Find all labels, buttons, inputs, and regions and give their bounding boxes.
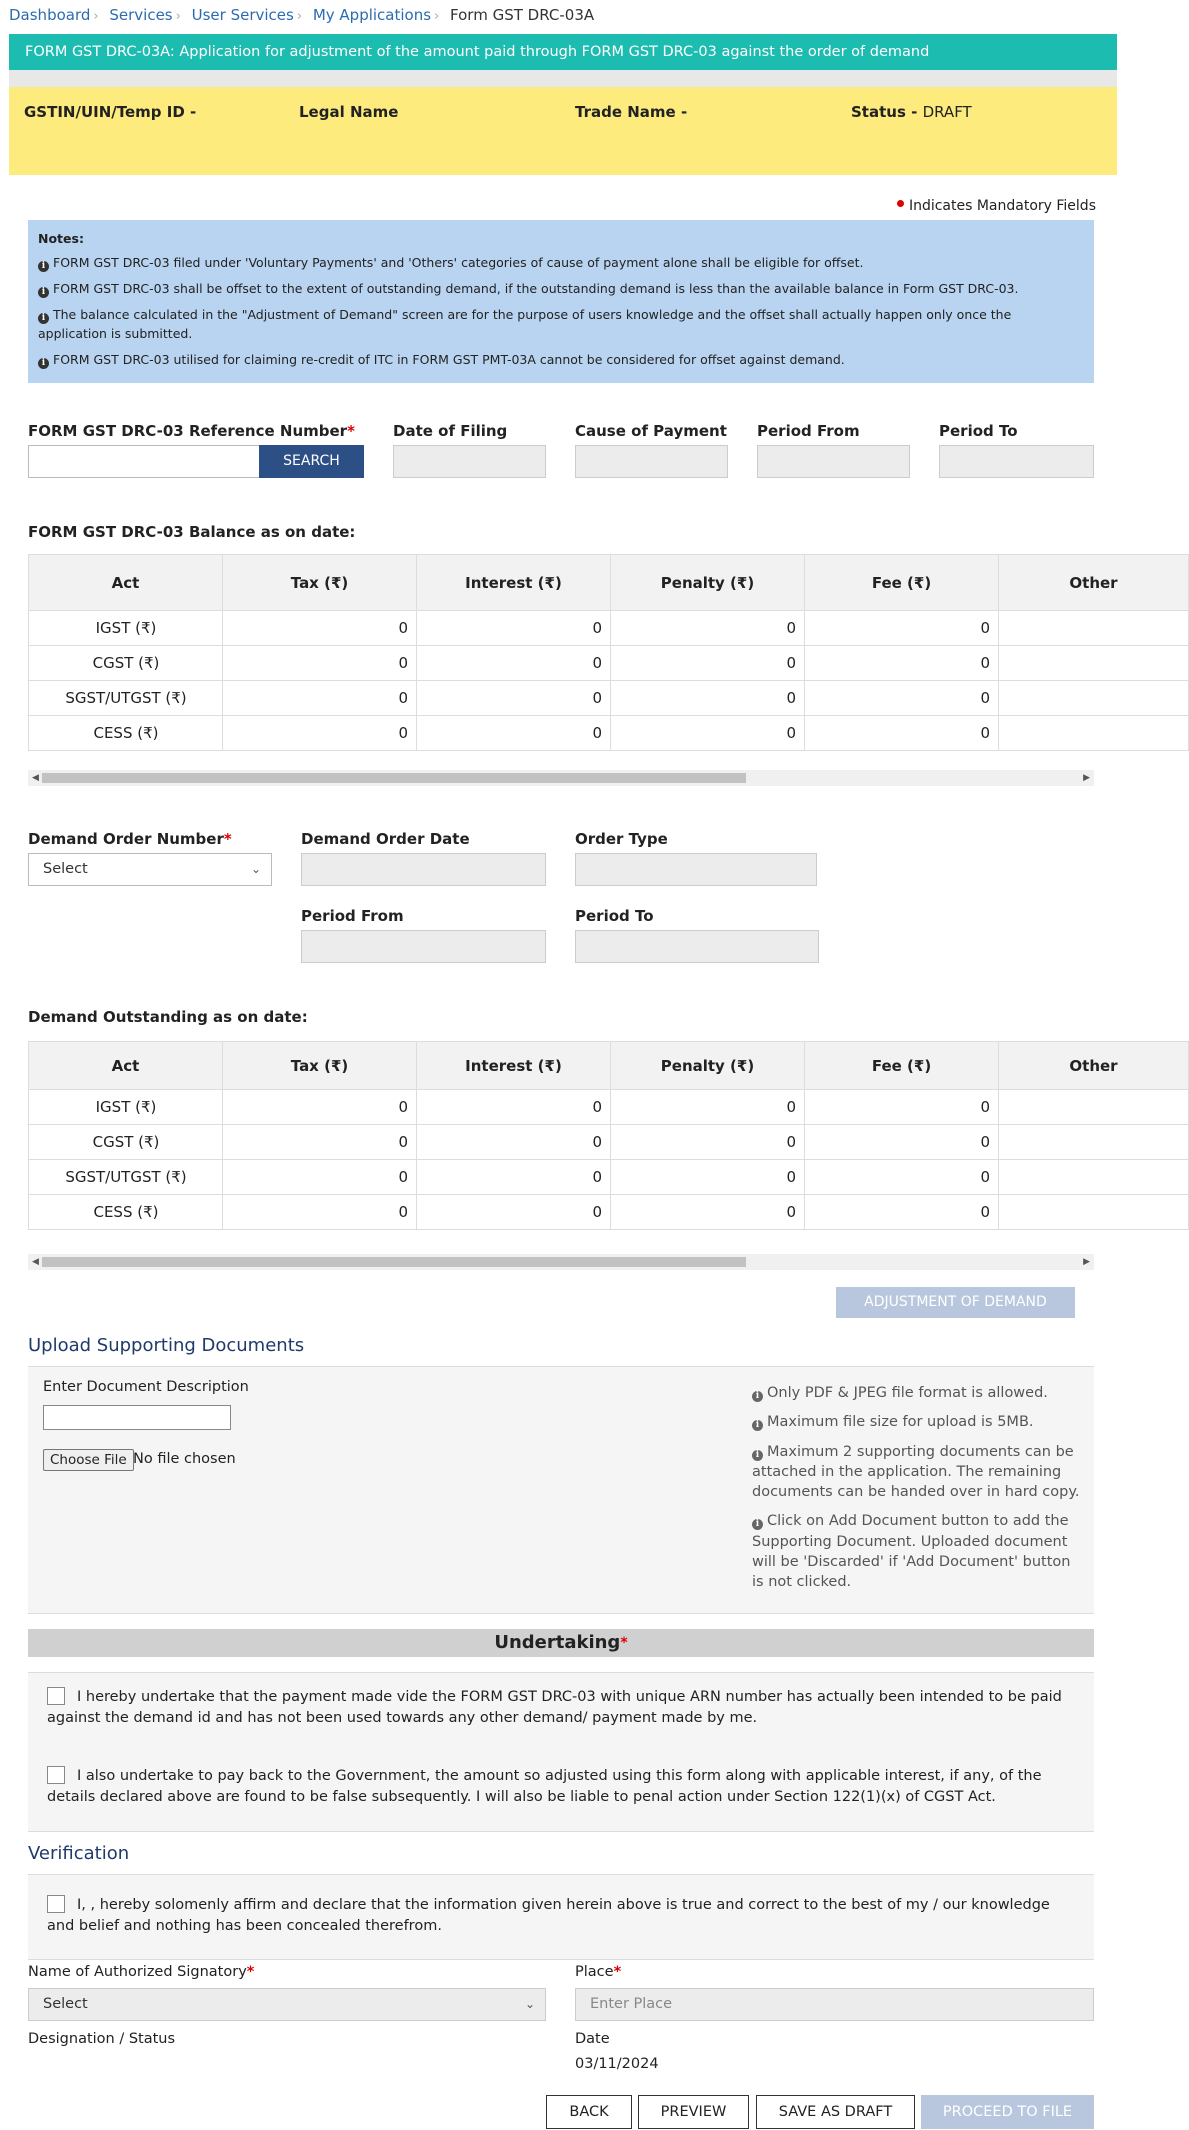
tax-cell: 0: [223, 716, 417, 751]
breadcrumb-current: Form GST DRC-03A: [450, 6, 595, 24]
note-item: [38, 254, 1084, 272]
fee-cell: 0: [805, 1160, 999, 1195]
divider: [9, 70, 1117, 87]
scroll-left-icon[interactable]: ◀: [32, 1257, 39, 1267]
outstanding-table: [28, 1041, 1189, 1230]
upload-note-text: Only PDF & JPEG file format is allowed.: [767, 1385, 1048, 1401]
balance-table-container: [28, 554, 1118, 752]
preview-button[interactable]: PREVIEW: [638, 2095, 749, 2129]
upload-panel: [28, 1366, 1094, 1614]
tax-cell: 0: [223, 1125, 417, 1160]
table-row: [29, 646, 1189, 681]
notes-heading: Notes:: [38, 231, 84, 246]
signatory-label-text: Name of Authorized Signatory: [28, 1964, 247, 1980]
act-cell: SGST/UTGST (₹): [29, 1160, 223, 1195]
fee-cell: 0: [805, 1195, 999, 1230]
status-badge: DRAFT: [922, 103, 972, 121]
undertaking-item-2: [47, 1766, 1077, 1808]
act-cell: CGST (₹): [29, 646, 223, 681]
tax-cell: 0: [223, 681, 417, 716]
fee-cell: 0: [805, 646, 999, 681]
no-file-text: No file chosen: [133, 1451, 236, 1467]
status-field: [851, 103, 972, 121]
column-header: Act: [29, 555, 223, 611]
upload-note: [752, 1412, 1082, 1432]
undertaking-item-1: [47, 1687, 1077, 1729]
other-cell: [999, 646, 1189, 681]
signatory-label: [28, 1964, 254, 1980]
tax-cell: 0: [223, 611, 417, 646]
table-row: [29, 716, 1189, 751]
scroll-right-icon[interactable]: ▶: [1083, 1257, 1090, 1267]
demand-period-from-label: Period From: [301, 907, 404, 925]
breadcrumb-services[interactable]: Services: [109, 6, 173, 24]
place-input[interactable]: [575, 1988, 1094, 2021]
info-icon: i: [38, 358, 49, 369]
upload-note: [752, 1442, 1082, 1503]
scrollbar-thumb[interactable]: [42, 773, 746, 783]
interest-cell: 0: [417, 716, 611, 751]
interest-cell: 0: [417, 681, 611, 716]
mandatory-note-text: Indicates Mandatory Fields: [908, 198, 1096, 214]
info-icon: i: [38, 287, 49, 298]
penalty-cell: 0: [611, 1160, 805, 1195]
fee-cell: 0: [805, 611, 999, 646]
order-type-field: [575, 853, 817, 886]
undertaking-text: I also undertake to pay back to the Government, the amount so adjusted using this form along with applicable interest, if any, of the details declared above are found to be false subsequently. I will also be liable to penal action under Section 122(1)(x) of CGST Act.: [47, 1768, 1042, 1806]
act-cell: IGST (₹): [29, 611, 223, 646]
column-header: Penalty (₹): [611, 555, 805, 611]
penalty-cell: 0: [611, 611, 805, 646]
upload-note: [752, 1511, 1082, 1592]
column-header: Tax (₹): [223, 555, 417, 611]
interest-cell: 0: [417, 1195, 611, 1230]
scroll-right-icon[interactable]: ▶: [1083, 773, 1090, 783]
table-row: [29, 1160, 1189, 1195]
interest-cell: 0: [417, 1090, 611, 1125]
demand-order-number-value: Select: [43, 861, 88, 877]
column-header: Tax (₹): [223, 1042, 417, 1090]
table-row: [29, 1125, 1189, 1160]
act-cell: IGST (₹): [29, 1090, 223, 1125]
info-icon: i: [38, 261, 49, 272]
legal-name-label: Legal Name: [299, 103, 399, 121]
info-icon: i: [38, 313, 49, 324]
ref-number-label: [28, 422, 355, 440]
balance-table-scrollbar[interactable]: [28, 770, 1094, 786]
tax-cell: 0: [223, 1090, 417, 1125]
search-button[interactable]: SEARCH: [259, 445, 364, 478]
signatory-value: Select: [43, 1996, 88, 2012]
penalty-cell: 0: [611, 646, 805, 681]
designation-label: Designation / Status: [28, 2031, 176, 2047]
penalty-cell: 0: [611, 1125, 805, 1160]
interest-cell: 0: [417, 646, 611, 681]
other-cell: [999, 1090, 1189, 1125]
table-row: [29, 1090, 1189, 1125]
undertaking-title: Undertaking: [494, 1632, 621, 1653]
other-cell: [999, 1195, 1189, 1230]
other-cell: [999, 716, 1189, 751]
document-description-label: Enter Document Description: [43, 1379, 249, 1395]
cause-of-payment-label: Cause of Payment: [575, 422, 727, 440]
interest-cell: 0: [417, 611, 611, 646]
balance-table-title: FORM GST DRC-03 Balance as on date:: [28, 523, 356, 541]
required-star-icon: *: [246, 1964, 255, 1980]
chevron-down-icon: ⌄: [250, 862, 261, 876]
fee-cell: 0: [805, 681, 999, 716]
date-label: Date: [575, 2031, 610, 2047]
table-row: [29, 611, 1189, 646]
chevron-right-icon: ›: [434, 9, 440, 24]
upload-notes: [752, 1383, 1082, 1602]
undertaking-text: I hereby undertake that the payment made vide the FORM GST DRC-03 with unique ARN number has actually been intended to be paid against the demand id and has not been used towards any other demand/ payment made by me.: [47, 1689, 1062, 1727]
column-header: Penalty (₹): [611, 1042, 805, 1090]
upload-note: [752, 1383, 1082, 1403]
required-star-icon: *: [613, 1964, 622, 1980]
date-of-filing-field: [393, 445, 546, 478]
interest-cell: 0: [417, 1125, 611, 1160]
penalty-cell: 0: [611, 1195, 805, 1230]
scroll-left-icon[interactable]: ◀: [32, 773, 39, 783]
gstin-label: GSTIN/UIN/Temp ID -: [24, 103, 197, 121]
upload-section-title: Upload Supporting Documents: [28, 1335, 305, 1356]
demand-order-number-select[interactable]: [28, 853, 272, 886]
demand-period-from-field: [301, 930, 546, 963]
undertaking-panel: [28, 1672, 1094, 1832]
breadcrumb: [9, 6, 594, 24]
demand-order-number-label: [28, 830, 232, 848]
fee-cell: 0: [805, 1125, 999, 1160]
interest-cell: 0: [417, 1160, 611, 1195]
breadcrumb-user-services[interactable]: User Services: [191, 6, 294, 24]
column-header: Fee (₹): [805, 555, 999, 611]
undertaking-checkbox-1[interactable]: [47, 1687, 65, 1705]
fee-cell: 0: [805, 716, 999, 751]
notes-panel: [28, 220, 1094, 383]
other-cell: [999, 681, 1189, 716]
note-item: [38, 351, 1084, 369]
adjustment-of-demand-button[interactable]: ADJUSTMENT OF DEMAND: [836, 1287, 1075, 1318]
cause-of-payment-field: [575, 445, 728, 478]
required-star-icon: *: [347, 422, 355, 440]
date-value: 03/11/2024: [575, 2056, 659, 2072]
fee-cell: 0: [805, 1090, 999, 1125]
period-to-label: Period To: [939, 422, 1018, 440]
breadcrumb-my-applications[interactable]: My Applications: [312, 6, 432, 24]
required-dot-icon: [897, 200, 904, 207]
other-cell: [999, 611, 1189, 646]
info-icon: i: [752, 1519, 763, 1530]
column-header: Other: [999, 555, 1189, 611]
verification-item: [47, 1895, 1077, 1937]
note-item: [38, 306, 1084, 342]
other-cell: [999, 1125, 1189, 1160]
required-star-icon: *: [223, 830, 232, 848]
note-item: [38, 280, 1084, 298]
info-icon: i: [752, 1391, 763, 1402]
signatory-select[interactable]: [28, 1988, 546, 2021]
verification-checkbox[interactable]: [47, 1895, 65, 1913]
undertaking-checkbox-2[interactable]: [47, 1766, 65, 1784]
note-text: FORM GST DRC-03 filed under 'Voluntary Payments' and 'Others' categories of cause of payment alone shall be eligible for offset.: [53, 255, 864, 271]
ref-number-input[interactable]: [28, 445, 260, 478]
tax-cell: 0: [223, 1160, 417, 1195]
status-label: Status -: [851, 103, 918, 121]
chevron-right-icon: ›: [175, 9, 181, 24]
penalty-cell: 0: [611, 1090, 805, 1125]
taxpayer-header: [9, 87, 1117, 175]
balance-table: [28, 554, 1189, 751]
choose-file-button[interactable]: Choose File: [43, 1449, 134, 1471]
place-placeholder: Enter Place: [590, 1996, 673, 2012]
chevron-right-icon: ›: [296, 9, 303, 24]
demand-period-to-label: Period To: [575, 907, 654, 925]
other-cell: [999, 1160, 1189, 1195]
act-cell: CESS (₹): [29, 1195, 223, 1230]
order-type-label: Order Type: [575, 830, 668, 848]
save-as-draft-button[interactable]: SAVE AS DRAFT: [756, 2095, 915, 2129]
mandatory-note: [897, 198, 1096, 214]
chevron-down-icon: ⌄: [524, 1997, 535, 2011]
act-cell: CESS (₹): [29, 716, 223, 751]
period-to-field: [939, 445, 1094, 478]
tax-cell: 0: [223, 646, 417, 681]
document-description-input[interactable]: [43, 1405, 231, 1430]
outstanding-table-title: Demand Outstanding as on date:: [28, 1008, 308, 1026]
column-header: Interest (₹): [417, 555, 611, 611]
verification-title: Verification: [28, 1843, 130, 1864]
date-of-filing-label: Date of Filing: [393, 422, 508, 440]
breadcrumb-dashboard[interactable]: Dashboard: [9, 6, 91, 24]
undertaking-header: [28, 1629, 1094, 1657]
chevron-right-icon: ›: [93, 9, 99, 24]
place-label: [575, 1964, 621, 1980]
penalty-cell: 0: [611, 716, 805, 751]
act-cell: SGST/UTGST (₹): [29, 681, 223, 716]
demand-period-to-field: [575, 930, 819, 963]
table-row: [29, 681, 1189, 716]
info-icon: i: [752, 1420, 763, 1431]
proceed-to-file-button[interactable]: PROCEED TO FILE: [921, 2095, 1094, 2129]
ref-number-label-text: FORM GST DRC-03 Reference Number: [28, 422, 348, 440]
demand-order-date-field: [301, 853, 546, 886]
demand-order-number-label-text: Demand Order Number: [28, 830, 224, 848]
column-header: Interest (₹): [417, 1042, 611, 1090]
upload-note-text: Maximum file size for upload is 5MB.: [767, 1414, 1034, 1431]
demand-order-date-label: Demand Order Date: [301, 830, 470, 848]
act-cell: CGST (₹): [29, 1125, 223, 1160]
tax-cell: 0: [223, 1195, 417, 1230]
column-header: Fee (₹): [805, 1042, 999, 1090]
outstanding-table-container: [28, 1041, 1118, 1235]
info-icon: i: [752, 1450, 763, 1461]
column-header: Other: [999, 1042, 1189, 1090]
note-text: FORM GST DRC-03 shall be offset to the extent of outstanding demand, if the outstanding demand is less than the available balance in Form GST DRC-03.: [53, 281, 1019, 297]
required-star-icon: *: [620, 1635, 628, 1651]
note-text: FORM GST DRC-03 utilised for claiming re-credit of ITC in FORM GST PMT-03A cannot be considered for offset against demand.: [53, 351, 845, 367]
place-label-text: Place: [575, 1964, 614, 1980]
verification-panel: [28, 1874, 1094, 1960]
table-row: [29, 1195, 1189, 1230]
period-from-label: Period From: [757, 422, 860, 440]
outstanding-table-scrollbar[interactable]: [28, 1254, 1094, 1270]
upload-note-text: Maximum 2 supporting documents can be attached in the application. The remaining documents can be handed over in hard copy.: [752, 1443, 1080, 1501]
verification-text: I, , hereby solomenly affirm and declare that the information given herein above is true and correct to the best of my / our knowledge and belief and nothing has been concealed therefrom.: [47, 1897, 1050, 1935]
note-text: The balance calculated in the "Adjustment of Demand" screen are for the purpose of users knowledge and the offset shall actually happen only once the application is submitted.: [38, 307, 1012, 341]
trade-name-label: Trade Name -: [575, 103, 688, 121]
back-button[interactable]: BACK: [546, 2095, 632, 2129]
page-title: FORM GST DRC-03A: Application for adjustment of the amount paid through FORM GST DRC-03 against the order of demand: [9, 34, 1117, 70]
column-header: Act: [29, 1042, 223, 1090]
penalty-cell: 0: [611, 681, 805, 716]
scrollbar-thumb[interactable]: [42, 1257, 746, 1267]
period-from-field: [757, 445, 910, 478]
upload-note-text: Click on Add Document button to add the Supporting Document. Uploaded document will be 'Discarded' if 'Add Document' button is not clicked.: [752, 1513, 1071, 1591]
